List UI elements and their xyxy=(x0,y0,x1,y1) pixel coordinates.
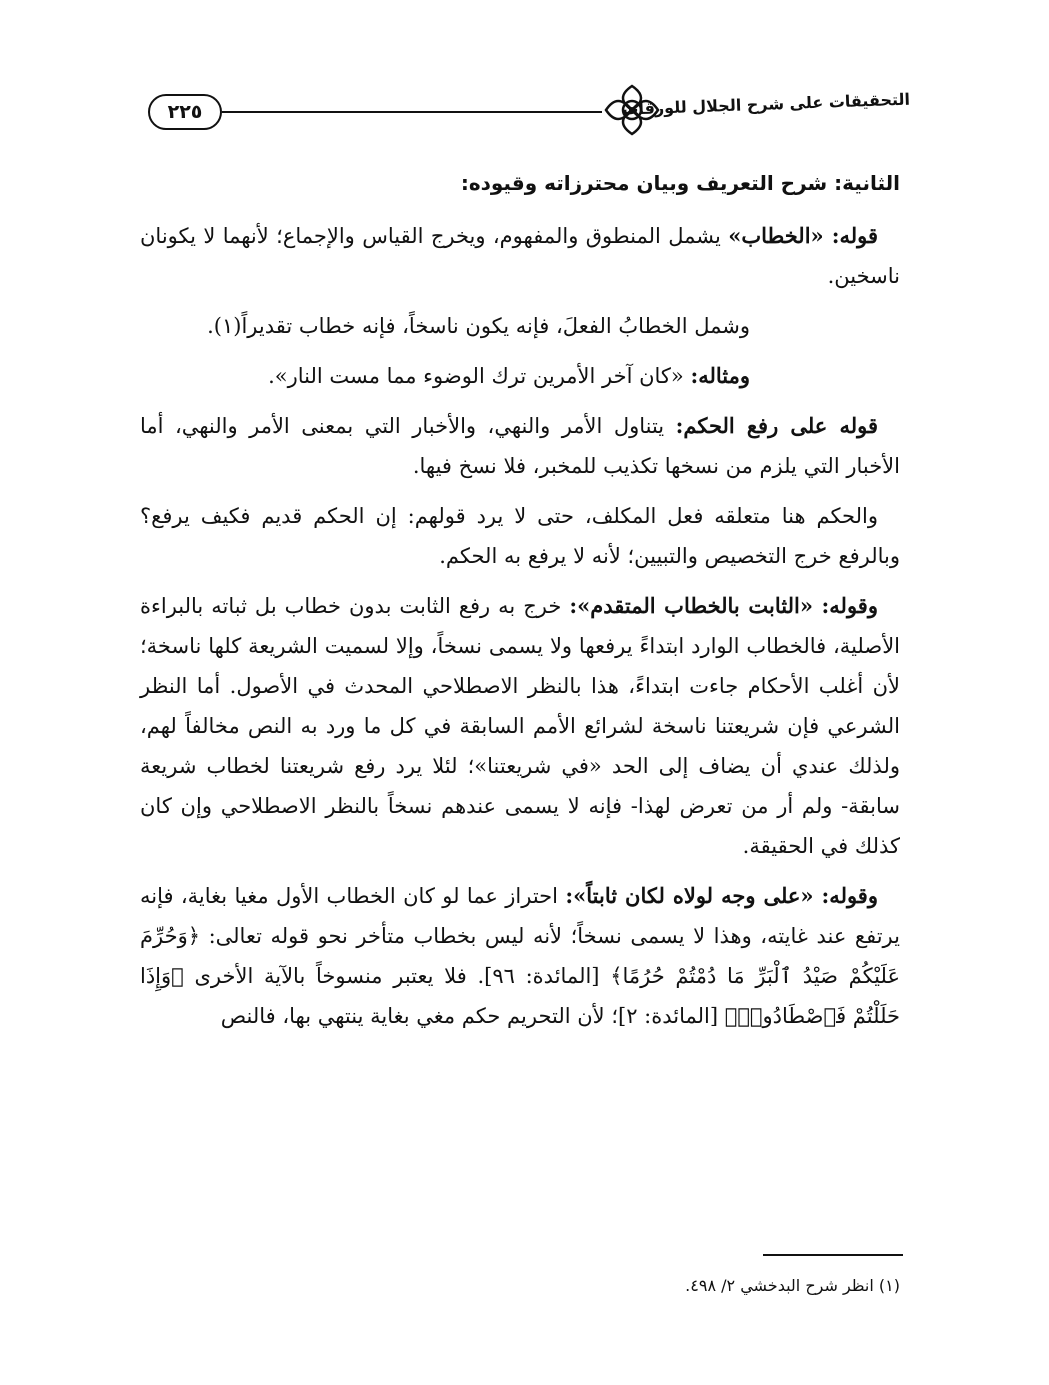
page-number: ٢٢٥ xyxy=(148,94,222,130)
paragraph xyxy=(140,306,900,346)
running-title: التحقيقات على شرح الجلال للورقات xyxy=(622,89,911,119)
footnote: (١) انظر شرح البدخشي ٢/ ٤٩٨. xyxy=(685,1276,900,1295)
paragraph-lead: قوله: «الخطاب» xyxy=(728,223,878,248)
paragraph xyxy=(140,406,900,486)
paragraph-text: «كان آخر الأمرين ترك الوضوء مما مست النار». xyxy=(268,364,691,388)
main-text xyxy=(140,160,900,1046)
paragraph-text: خرج به رفع الثابت بدون خطاب بل ثباته بالبراءة الأصلية، فالخطاب الوارد ابتداءً يرفعها ولا يسمى نسخاً، وإلا لسميت الشريعة كلها ناسخة؛ لأن أغلب الأحكام جاءت ابتداءً، هذا بالنظر الاصطلاحي المحدث في الأصول. أما النظر الشرعي فإن شريعتنا ناسخة لشرائع الأمم السابقة في كل ما ورد به النص مخالفاً لهم، ولذلك عندي أن يضاف إلى الحد «في شريعتنا»؛ لئلا يرد رفع شريعتنا لخطاب شريعة سابقة- ولم أر من تعرض لهذا- فإنه لا يسمى عندهم نسخاً بالنظر الاصطلاحي وإن كان كذلك في الحقيقة. xyxy=(140,594,900,858)
page-header xyxy=(140,80,910,140)
paragraph-text: يتناول الأمر والنهي، والأخبار التي بمعنى الأمر والنهي، أما الأخبار التي يلزم من نسخها تكذيب للمخبر، فلا نسخ فيها. xyxy=(140,414,900,478)
paragraph-lead: وقوله: «الثابت بالخطاب المتقدم»: xyxy=(569,593,878,618)
footnote-rule xyxy=(763,1254,903,1256)
section-heading: الثانية: شرح التعريف وبيان محترزاته وقيوده: xyxy=(460,171,900,195)
paragraph-lead: وقوله: «على وجه لولاه لكان ثابتاً»: xyxy=(565,883,878,908)
paragraph-text: يشمل المنطوق والمفهوم، ويخرج القياس والإجماع؛ لأنهما لا يكونان ناسخين. xyxy=(140,224,900,288)
paragraph xyxy=(140,876,900,1036)
paragraph xyxy=(140,356,900,396)
paragraph-text: والحكم هنا متعلقه فعل المكلف، حتى لا يرد قولهم: إن الحكم قديم فكيف يرفع؟ وبالرفع خرج التخصيص والتبيين؛ لأنه لا يرفع به الحكم. xyxy=(140,504,900,568)
paragraph xyxy=(140,586,900,866)
paragraph-lead: ومثاله: xyxy=(690,363,750,388)
header-rule xyxy=(222,111,602,113)
paragraph xyxy=(140,496,900,576)
paragraph-text: احتراز عما لو كان الخطاب الأول مغيا بغاية، فإنه يرتفع عند غايته، وهذا لا يسمى نسخاً؛ لأنه ليس بخطاب متأخر نحو قوله تعالى: ﴿وَحُرِّمَ عَلَيْكُمْ صَيْدُ ٱلْبَرِّ مَا دُمْتُمْ حُرُمًا﴾ [المائدة: ٩٦]. فلا يعتبر منسوخاً بالآية الأخرى ﴿وَإِذَا حَلَلْتُمْ فَٱصْطَادُوا۟﴾ [المائدة: ٢]؛ لأن التحريم حكم مغي بغاية ينتهي بها، فالنص xyxy=(140,884,900,1028)
paragraph-lead: قوله على رفع الحكم: xyxy=(675,413,878,438)
paragraph xyxy=(140,216,900,296)
paragraph-text: وشمل الخطابُ الفعلَ، فإنه يكون ناسخاً، فإنه خطاب تقديراً(١). xyxy=(207,314,750,338)
